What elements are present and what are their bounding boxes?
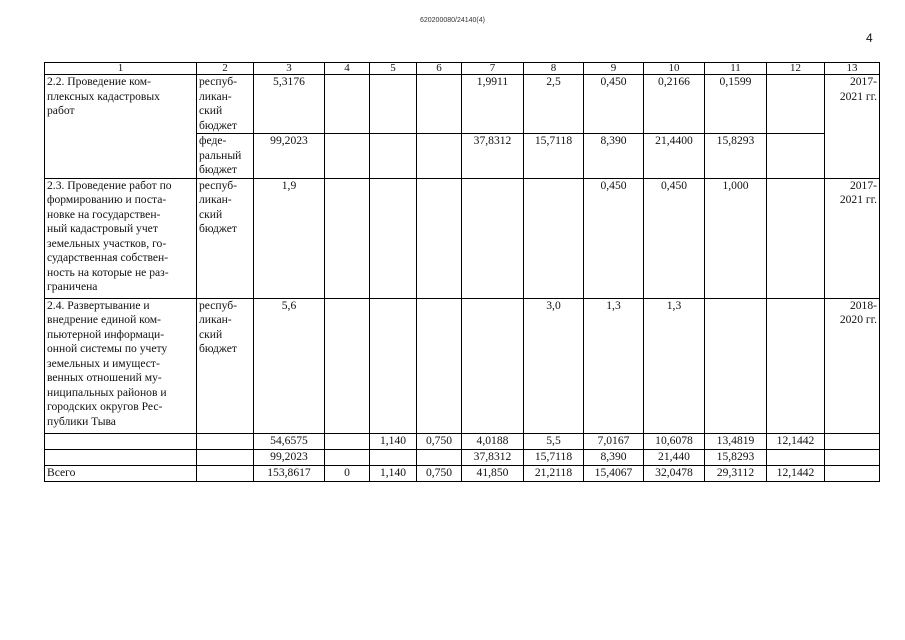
subtotal-row (45, 433, 880, 449)
funding-source: респуб- ликан- ский бюджет (197, 75, 254, 134)
table-cell: 21,4400 (644, 134, 705, 179)
period-cell: 2017- 2021 гг. (825, 178, 880, 298)
table-cell (370, 134, 417, 179)
table-cell (767, 178, 825, 298)
column-header: 9 (584, 63, 644, 75)
table-cell: 1,3 (644, 298, 705, 433)
table-cell: 12,1442 (767, 433, 825, 449)
activity-name: 2.4. Развертывание и внедрение единой ком- пьютерной информаци- онной системы по учету земельных и имущест- венных отношений му- ниципальных районов и городских округов Рес- публики Тыва (45, 298, 197, 433)
table-cell (767, 75, 825, 134)
table-cell (197, 449, 254, 465)
table-cell (417, 178, 462, 298)
table-row (45, 178, 880, 298)
column-header: 2 (197, 63, 254, 75)
table-cell: 54,6575 (254, 433, 325, 449)
table-cell (325, 433, 370, 449)
table-cell: 1,140 (370, 433, 417, 449)
activity-name: 2.2. Проведение ком- плексных кадастровых работ (45, 75, 197, 179)
table-cell: 1,000 (705, 178, 767, 298)
table-cell: 1,140 (370, 465, 417, 481)
column-header: 1 (45, 63, 197, 75)
table-cell: 13,4819 (705, 433, 767, 449)
table-cell: 8,390 (584, 449, 644, 465)
header-row (45, 63, 880, 75)
table-cell: 0 (325, 465, 370, 481)
column-header: 10 (644, 63, 705, 75)
table-cell (370, 298, 417, 433)
table-cell: 0,750 (417, 465, 462, 481)
table-cell: 21,2118 (524, 465, 584, 481)
table-cell: 8,390 (584, 134, 644, 179)
table-cell: 41,850 (462, 465, 524, 481)
table-cell (325, 134, 370, 179)
total-row (45, 465, 880, 481)
table-cell: 7,0167 (584, 433, 644, 449)
funding-source: респуб- ликан- ский бюджет (197, 298, 254, 433)
table-cell: 5,6 (254, 298, 325, 433)
table-cell: 12,1442 (767, 465, 825, 481)
table-cell: 2,5 (524, 75, 584, 134)
table-cell (370, 449, 417, 465)
table-cell: 0,1599 (705, 75, 767, 134)
table-cell (370, 75, 417, 134)
table-cell (705, 298, 767, 433)
table-cell: 32,0478 (644, 465, 705, 481)
table-cell: 99,2023 (254, 134, 325, 179)
table-cell: 15,8293 (705, 134, 767, 179)
table-cell: 1,3 (584, 298, 644, 433)
table-cell: 0,750 (417, 433, 462, 449)
table-cell: 15,7118 (524, 449, 584, 465)
table-cell: 15,8293 (705, 449, 767, 465)
table-cell (767, 449, 825, 465)
table-cell (462, 298, 524, 433)
table-cell (767, 134, 825, 179)
column-header: 4 (325, 63, 370, 75)
table-cell (45, 433, 197, 449)
table-cell (45, 449, 197, 465)
column-header: 11 (705, 63, 767, 75)
table-cell (417, 449, 462, 465)
table-cell (524, 178, 584, 298)
table-row (45, 298, 880, 433)
table-cell: 3,0 (524, 298, 584, 433)
table-cell (825, 465, 880, 481)
table-cell: 29,3112 (705, 465, 767, 481)
table-cell (462, 178, 524, 298)
table-cell: 5,3176 (254, 75, 325, 134)
table-cell (417, 298, 462, 433)
table-cell (197, 433, 254, 449)
table-cell: 99,2023 (254, 449, 325, 465)
funding-source: феде- ральный бюджет (197, 134, 254, 179)
column-header: 8 (524, 63, 584, 75)
column-header: 7 (462, 63, 524, 75)
table-cell (370, 178, 417, 298)
table-cell: 1,9911 (462, 75, 524, 134)
table-cell (417, 75, 462, 134)
activity-name: 2.3. Проведение работ по формированию и поста- новке на государствен- ный кадастровый учет земельных участков, го- сударственная собствен- ность на которые не раз- граничена (45, 178, 197, 298)
table-cell: 37,8312 (462, 134, 524, 179)
table-cell (767, 298, 825, 433)
table-cell (325, 298, 370, 433)
page-number: 4 (866, 31, 873, 45)
table-cell: 0,450 (584, 178, 644, 298)
document-id: 620200080/24140(4) (419, 17, 485, 24)
table-cell: 15,4067 (584, 465, 644, 481)
budget-table (44, 62, 880, 482)
table-cell: 153,8617 (254, 465, 325, 481)
total-label: Всего (45, 465, 197, 481)
table-cell (825, 433, 880, 449)
table-cell: 15,7118 (524, 134, 584, 179)
table-cell (325, 178, 370, 298)
period-cell: 2018- 2020 гг. (825, 298, 880, 433)
table-cell (825, 449, 880, 465)
table-cell: 21,440 (644, 449, 705, 465)
table-row (45, 75, 880, 134)
column-header: 3 (254, 63, 325, 75)
table-cell: 10,6078 (644, 433, 705, 449)
table-cell (417, 134, 462, 179)
column-header: 5 (370, 63, 417, 75)
table-cell: 5,5 (524, 433, 584, 449)
table-cell: 0,450 (644, 178, 705, 298)
period-cell: 2017- 2021 гг. (825, 75, 880, 179)
table-cell: 1,9 (254, 178, 325, 298)
table-cell: 0,2166 (644, 75, 705, 134)
table-cell: 4,0188 (462, 433, 524, 449)
table-cell (325, 449, 370, 465)
column-header: 6 (417, 63, 462, 75)
table-cell (325, 75, 370, 134)
table-cell (197, 465, 254, 481)
table-cell: 0,450 (584, 75, 644, 134)
subtotal-row (45, 449, 880, 465)
funding-source: респуб- ликан- ский бюджет (197, 178, 254, 298)
column-header: 12 (767, 63, 825, 75)
column-header: 13 (825, 63, 880, 75)
table-cell: 37,8312 (462, 449, 524, 465)
